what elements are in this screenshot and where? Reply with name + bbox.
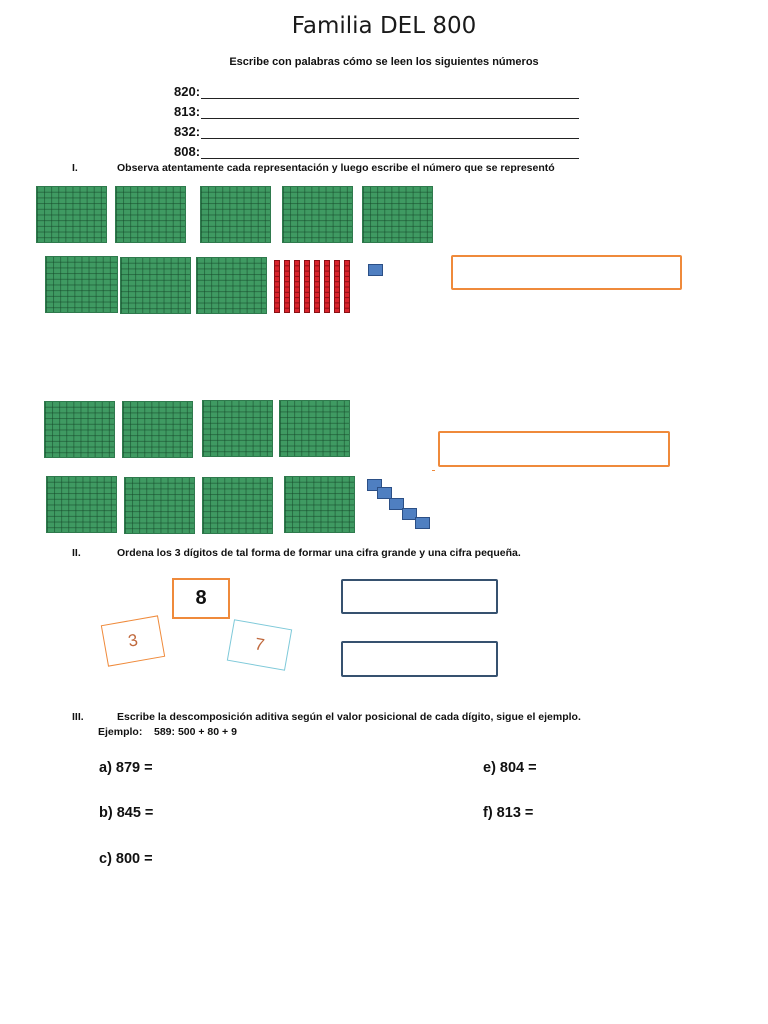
section-3-number: III. [72,711,84,723]
ten-rod [304,260,310,313]
section-2-text: Ordena los 3 dígitos de tal forma de formar una cifra grande y una cifra pequeña. [117,547,521,559]
hundred-block [124,477,195,534]
number-label: 808: [174,144,201,159]
number-label: 820: [174,84,201,99]
hundred-block [36,186,107,243]
small-number-box[interactable] [341,641,498,677]
answer-box-representation-1[interactable] [451,255,682,290]
write-line-820[interactable] [174,83,579,99]
number-label: 813: [174,104,201,119]
hundred-block [362,186,433,243]
hundred-block [122,401,193,458]
ten-rod [324,260,330,313]
answer-line[interactable] [201,126,579,139]
page-subtitle: Escribe con palabras cómo se leen los siguientes números [229,56,539,68]
hundred-block [279,400,350,457]
hundred-block [202,477,273,534]
hundred-block [46,476,117,533]
hundred-block [115,186,186,243]
orange-dot [432,470,435,471]
exercise-c: c) 800 = [99,851,153,867]
answer-line[interactable] [201,86,579,99]
hundred-block [284,476,355,533]
ten-rod [314,260,320,313]
exercise-a: a) 879 = [99,760,153,776]
hundred-block [200,186,271,243]
write-line-808[interactable] [174,143,579,159]
answer-line[interactable] [201,146,579,159]
ten-rod [274,260,280,313]
exercise-e: e) 804 = [483,760,537,776]
hundred-block [202,400,273,457]
write-line-832[interactable] [174,123,579,139]
answer-line[interactable] [201,106,579,119]
digit-card-3[interactable]: 3 [101,615,165,666]
digit-card-8[interactable]: 8 [172,578,230,619]
unit-cube [415,517,430,529]
ten-rod [344,260,350,313]
section-1-number: I. [72,162,78,174]
section-1-text: Observa atentamente cada representación y luego escribe el número que se representó [117,162,555,174]
section-2-number: II. [72,547,81,559]
number-label: 832: [174,124,201,139]
unit-cube [368,264,383,276]
hundred-block [45,256,118,313]
large-number-box[interactable] [341,579,498,614]
hundred-block [120,257,191,314]
digit-card-7[interactable]: 7 [227,619,292,671]
answer-box-representation-2[interactable] [438,431,670,467]
page-title: Familia DEL 800 [291,13,477,39]
exercise-f: f) 813 = [483,805,534,821]
ten-rod [334,260,340,313]
example-text: Ejemplo: 589: 500 + 80 + 9 [98,726,237,738]
hundred-block [44,401,115,458]
hundred-block [196,257,267,314]
ten-rod [284,260,290,313]
section-3-text: Escribe la descomposición aditiva según el valor posicional de cada dígito, sigue el ejemplo. [117,711,581,723]
hundred-block [282,186,353,243]
exercise-b: b) 845 = [99,805,154,821]
write-line-813[interactable] [174,103,579,119]
ten-rod [294,260,300,313]
